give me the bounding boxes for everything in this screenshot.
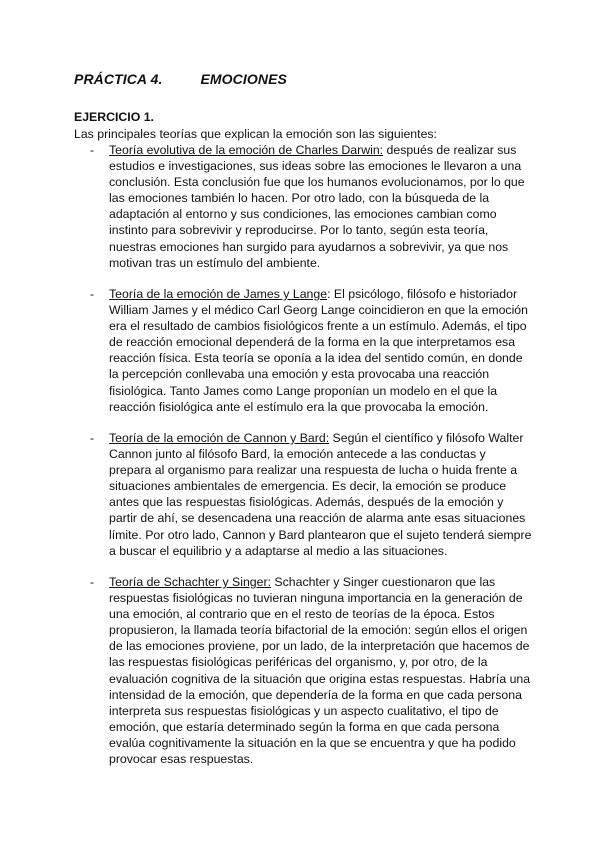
paragraph-line: a buscar el equilibrio y a adaptarse al medio a las situaciones. xyxy=(109,543,448,558)
bullet-dash: - xyxy=(90,143,95,157)
paragraph-line: de las emociones proviene, por un lado, de la interpretación que hacemos de xyxy=(109,639,530,654)
paragraph-line: provocar esas respuestas. xyxy=(109,752,254,767)
paragraph-line: límite. Por otro lado, Cannon y Bard plantearon que el sujeto tenderá siempre xyxy=(109,527,532,542)
theory-text: Schachter y Singer cuestionaron que las xyxy=(271,575,496,589)
bullet-dash: - xyxy=(90,287,95,301)
theory-heading: Teoría de la emoción de James y Lange xyxy=(109,287,328,301)
bullet-dash: - xyxy=(90,431,95,445)
paragraph-line: partir de ahí, se desencadena una reacción de alarma ante esas situaciones xyxy=(109,511,526,526)
list-item xyxy=(90,430,536,559)
theory-paragraph xyxy=(109,286,536,415)
paragraph-line: situaciones ambientales de emergencia. Es decir, la emoción se produce xyxy=(109,479,507,494)
paragraph-line: evaluación cognitiva de la situación que origina estas respuestas. Habría una xyxy=(109,671,531,686)
theory-heading: Teoría evolutiva de la emoción de Charles Darwin: xyxy=(109,143,384,157)
page-title xyxy=(74,71,287,87)
theory-heading: Teoría de la emoción de Cannon y Bard: xyxy=(109,431,330,445)
paragraph-line: de reacción emocional dependerá de la forma en la que interpretamos esa xyxy=(109,335,516,350)
paragraph-line xyxy=(109,574,536,590)
list-item xyxy=(90,142,536,271)
paragraph-line: Cannon junto al filósofo Bard, la emoción antecede a las conductas y xyxy=(109,447,486,462)
paragraph-line: intensidad de la emoción, que dependería de la forma en que cada persona xyxy=(109,687,522,702)
theory-text: después de realizar sus xyxy=(383,143,517,157)
theory-text: Según el científico y filósofo Walter xyxy=(329,431,524,445)
paragraph-line: emoción, que estaría determinado según la forma en que cada persona xyxy=(109,719,500,734)
paragraph-line: reacción física. Esta teoría se oponía a la idea del sentido común, en donde xyxy=(109,351,523,366)
paragraph-line: prepara al organismo para realizar una respuesta de lucha o huida frente a xyxy=(109,463,518,478)
paragraph-line xyxy=(109,430,536,446)
paragraph-line: estudios e investigaciones, sus ideas sobre las emociones le llevaron a una xyxy=(109,159,522,174)
practice-number: PRÁCTICA 4. xyxy=(74,71,163,87)
theory-text: : El psicólogo, filósofo e historiador xyxy=(327,287,518,301)
paragraph-line: interpreta sus respuestas fisiológicas y un aspecto cualitativo, el tipo de xyxy=(109,703,499,718)
paragraph-line: adaptación al entorno y sus condiciones, las emociones cambian como xyxy=(109,207,497,222)
paragraph-line: motivan tras un estímulo del ambiente. xyxy=(109,255,321,270)
theory-paragraph xyxy=(109,142,536,271)
paragraph-line: nuestras emociones han surgido para ayudarnos a sobrevivir, ya que nos xyxy=(109,239,509,254)
list-item xyxy=(90,286,536,415)
theory-paragraph xyxy=(109,430,536,559)
paragraph-line: antes que las respuestas fisiológicas. Además, después de la emoción y xyxy=(109,495,504,510)
theory-paragraph xyxy=(109,574,536,767)
bullet-dash: - xyxy=(90,575,95,589)
exercise-heading: EJERCICIO 1. xyxy=(74,110,154,124)
paragraph-line: respuestas fisiológicas no tuvieran ninguna importancia en la generación de xyxy=(109,591,523,606)
paragraph-line: propusieron, la llamada teoría bifactorial de la emoción: según ellos el origen xyxy=(109,623,528,638)
paragraph-line: instinto para sobrevivir y reproducirse. Por lo tanto, según esta teoría, xyxy=(109,223,489,238)
paragraph-line: la percepción conllevaba una emoción y esta provocaba una reacción xyxy=(109,367,490,382)
paragraph-line xyxy=(109,286,536,302)
list-item xyxy=(90,574,536,767)
theory-heading: Teoría de Schachter y Singer: xyxy=(109,575,271,589)
paragraph-line: fisiológica. Tanto James como Lange proponían un modelo en el que la xyxy=(109,383,498,398)
paragraph-line: era el resultado de cambios fisiológicos frente a un estímulo. Además, el tipo xyxy=(109,319,527,334)
intro-text: Las principales teorías que explican la emoción son las siguientes: xyxy=(74,127,437,141)
paragraph-line xyxy=(109,142,536,158)
practice-topic: EMOCIONES xyxy=(200,71,287,87)
paragraph-line: evalúa cognitivamente la situación en la que se encuentra y que ha podido xyxy=(109,735,516,750)
paragraph-line: una emoción, al contrario que en el resto de teorías de la época. Estos xyxy=(109,607,495,622)
paragraph-line: las emociones también lo hacen. Por otro lado, con la búsqueda de la xyxy=(109,191,490,206)
paragraph-line: conclusión. Esta conclusión fue que los humanos evolucionamos, por lo que xyxy=(109,175,525,190)
paragraph-line: reacción fisiológica ante el estímulo era la que provocaba la emoción. xyxy=(109,399,489,414)
paragraph-line: las respuestas fisiológicas periféricas del organismo, y, por otro, de la xyxy=(109,655,488,670)
paragraph-line: William James y el médico Carl Georg Lange coincidieron en que la emoción xyxy=(109,303,528,318)
